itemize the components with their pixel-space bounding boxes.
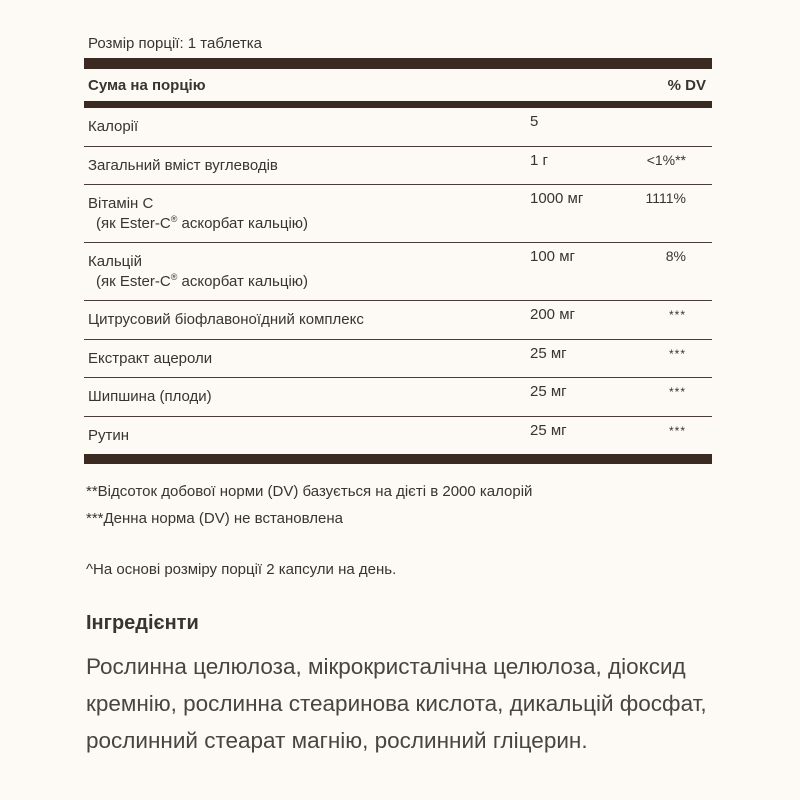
nutrient-amount: 25 мг: [530, 421, 567, 439]
ingredients-title: Інгредієнти: [86, 612, 199, 634]
ingredients-text: Рослинна целюлоза, мікрокристалічна целюлоза, діоксид кремнію, рослинна стеаринова кислота, дикальцій фосфат, рослинний стеарат магнію, рослинний гліцерин.: [86, 654, 707, 753]
nutrient-amount: 1 г: [530, 151, 548, 169]
nutrient-source: (як Ester-C® аскорбат кальцію): [96, 271, 309, 290]
nutrient-source: (як Ester-C® аскорбат кальцію): [96, 213, 309, 232]
serving-size: Розмір порції: 1 таблетка: [88, 35, 262, 52]
nutrient-amount: 100 мг: [530, 248, 575, 265]
nutrient-name: Рутин: [88, 426, 130, 444]
table-row: [84, 417, 712, 455]
amount-per-serving-label: Сума на порцію: [88, 76, 206, 94]
nutrient-dv: <1%**: [646, 151, 686, 168]
table-row: [84, 378, 712, 416]
nutrient-name: Екстракт ацероли: [88, 349, 213, 367]
nutrient-dv: 1111%: [645, 190, 686, 206]
nutrient-name: Загальний вміст вуглеводів: [88, 156, 278, 174]
nutrient-amount: 25 мг: [530, 344, 567, 362]
header-divider: [84, 101, 712, 108]
nutrient-dv: ***: [668, 385, 686, 399]
footnote-dv-basis: **Відсоток добової норми (DV) базується на дієті в 2000 калорій: [86, 483, 533, 500]
footnotes: [84, 478, 712, 583]
nutrient-name: Вітамін C: [88, 195, 154, 212]
nutrient-dv: [638, 108, 712, 146]
bottom-divider: [84, 454, 712, 464]
nutrient-dv: ***: [668, 346, 686, 361]
table-header: [84, 69, 712, 101]
table-row: [84, 108, 712, 146]
nutrient-name: Кальцій: [88, 253, 142, 270]
footnote-dv-not-established: ***Денна норма (DV) не встановлена: [86, 510, 343, 527]
nutrient-name: Шипшина (плоди): [88, 388, 212, 405]
table-row: [84, 185, 712, 242]
nutrient-dv: 8%: [665, 248, 686, 264]
table-row: [84, 147, 712, 185]
table-row: [84, 243, 712, 300]
dv-label: % DV: [667, 76, 706, 94]
nutrient-name: Цитрусовий біофлавоноїдний комплекс: [88, 311, 364, 328]
table-row: [84, 301, 712, 339]
nutrient-rows: [84, 108, 712, 455]
nutrient-dv: ***: [668, 423, 686, 438]
nutrient-amount: 1000 мг: [530, 190, 584, 207]
nutrient-amount: 200 мг: [530, 306, 575, 323]
supplement-facts-panel: [84, 30, 712, 583]
table-row: [84, 340, 712, 378]
footnote-serving-basis: ^На основі розміру порції 2 капсули на день.: [86, 561, 397, 578]
nutrient-amount: 5: [530, 113, 539, 130]
nutrient-name: Калорії: [88, 118, 139, 135]
nutrient-amount: 25 мг: [530, 383, 567, 400]
nutrient-dv: ***: [668, 308, 686, 322]
top-divider: [84, 58, 712, 69]
